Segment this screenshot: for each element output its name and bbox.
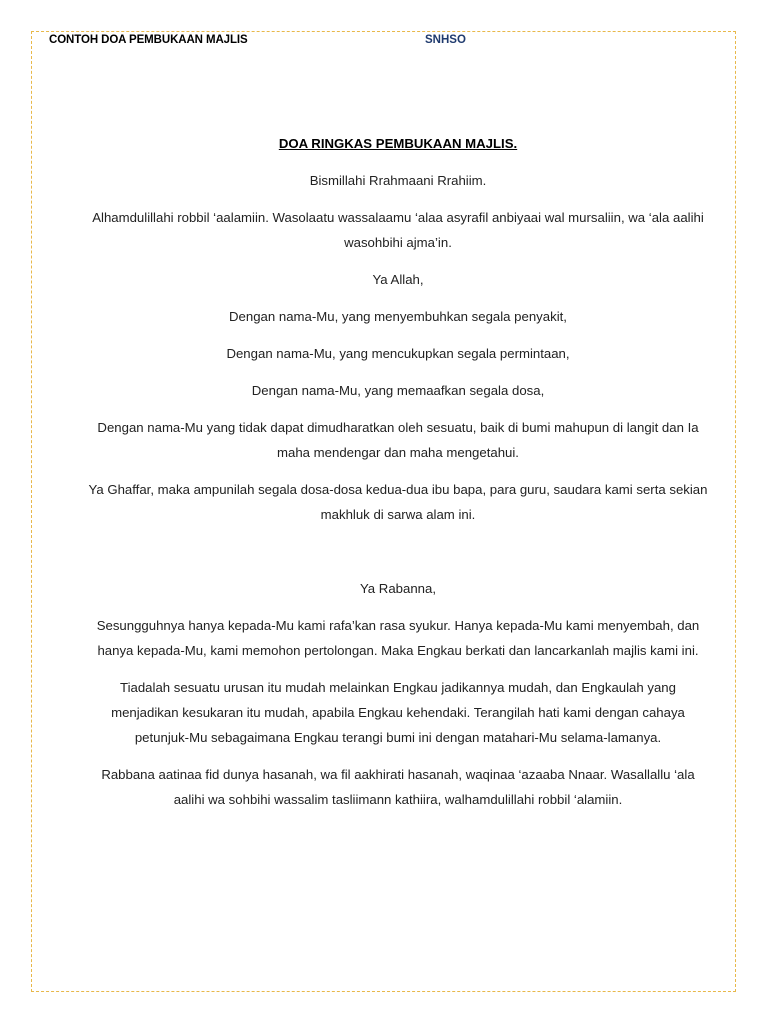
paragraph-dosa: Dengan nama-Mu, yang memaafkan segala dosa, <box>251 383 545 398</box>
paragraph-rabbana: Rabbana aatinaa fid dunya hasanah, wa fil aakhirati hasanah, waqinaa ‘azaaba Nnaar. Wasallallu ‘ala aalihi wa sohbihi wassalim tasliimann kathiira, walhamdulillahi robbil ‘alamiin. <box>101 767 695 807</box>
paragraph-bismillah: Bismillahi Rrahmaani Rrahiim. <box>309 173 487 188</box>
header-document-title: CONTOH DOA PEMBUKAAN MAJLIS <box>49 34 248 46</box>
document-body <box>86 131 710 824</box>
spacer <box>86 539 710 576</box>
paragraph-syukur: Sesungguhnya hanya kepada-Mu kami rafa’kan rasa syukur. Hanya kepada-Mu kami menyembah, dan hanya kepada-Mu, kami memohon pertolongan. Maka Engkau berkati dan lancarkanlah majlis kami ini. <box>96 618 700 658</box>
header-author: SNHSO <box>425 34 466 46</box>
paragraph-ya-allah: Ya Allah, <box>372 272 424 287</box>
paragraph-tiadalah: Tiadalah sesuatu urusan itu mudah melainkan Engkau jadikannya mudah, dan Engkaulah yang menjadikan kesukaran itu mudah, apabila Engkau kehendaki. Terangilah hati kami dengan cahaya petunjuk-Mu sebagaimana Engkau terangi bumi ini dengan matahari-Mu selama-lamanya. <box>111 680 685 745</box>
paragraph-mudharat: Dengan nama-Mu yang tidak dapat dimudharatkan oleh sesuatu, baik di bumi mahupun di langit dan Ia maha mendengar dan maha mengetahui. <box>97 420 699 460</box>
doa-title: DOA RINGKAS PEMBUKAAN MAJLIS. <box>278 136 518 151</box>
paragraph-alhamdulillah: Alhamdulillahi robbil ‘aalamiin. Wasolaatu wassalaamu ‘alaa asyrafil anbiyaai wal mursaliin, wa ‘ala aalihi wasohbihi ajma’in. <box>92 210 704 250</box>
paragraph-ghaffar: Ya Ghaffar, maka ampunilah segala dosa-dosa kedua-dua ibu bapa, para guru, saudara kami serta sekian makhluk di sarwa alam ini. <box>88 482 708 522</box>
paragraph-penyakit: Dengan nama-Mu, yang menyembuhkan segala penyakit, <box>229 309 567 324</box>
paragraph-ya-rabanna: Ya Rabanna, <box>359 581 436 596</box>
paragraph-permintaan: Dengan nama-Mu, yang mencukupkan segala permintaan, <box>226 346 570 361</box>
